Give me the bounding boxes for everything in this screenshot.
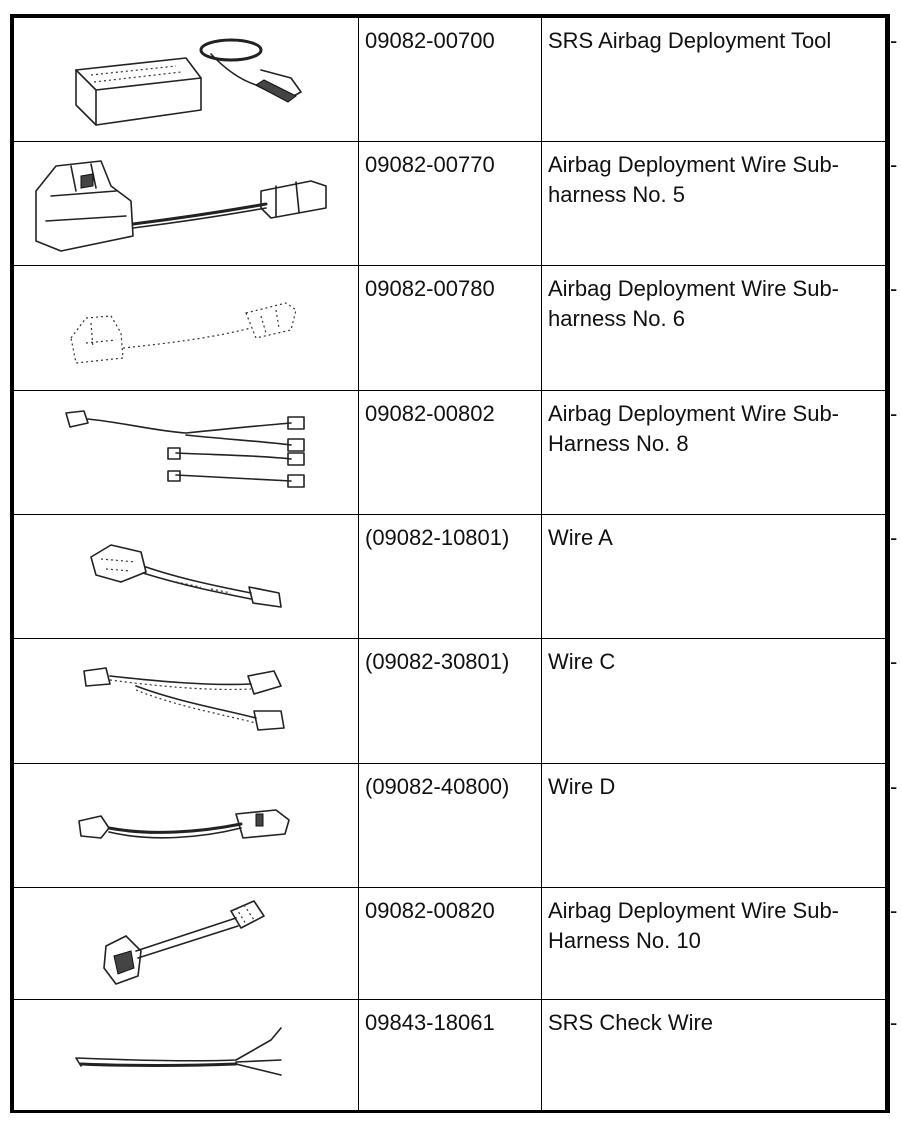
image-cell	[14, 515, 359, 639]
part-number: 09082-00770	[359, 142, 542, 266]
part-number: (09082-10801)	[359, 515, 542, 639]
remark: -	[886, 1000, 887, 1111]
image-cell	[14, 142, 359, 266]
image-cell	[14, 888, 359, 1000]
part-number: 09082-00780	[359, 266, 542, 391]
table-row	[14, 266, 887, 391]
image-cell	[14, 1000, 359, 1111]
part-number: 09082-00700	[359, 18, 542, 142]
image-cell	[14, 764, 359, 888]
remark: -	[886, 515, 887, 639]
part-name: Airbag Deployment Wire Sub-Harness No. 8	[542, 391, 886, 515]
check-wire-illustration	[66, 1020, 306, 1090]
part-name: Airbag Deployment Wire Sub-harness No. 5	[542, 142, 886, 266]
image-cell	[14, 391, 359, 515]
part-number: (09082-30801)	[359, 639, 542, 764]
part-number: 09082-00802	[359, 391, 542, 515]
part-name: Wire A	[542, 515, 886, 639]
part-name: SRS Check Wire	[542, 1000, 886, 1111]
table-row	[14, 764, 887, 888]
remark: -	[886, 18, 887, 142]
table-row	[14, 639, 887, 764]
table-row	[14, 142, 887, 266]
part-name: SRS Airbag Deployment Tool	[542, 18, 886, 142]
sub-harness-6-illustration	[61, 288, 311, 368]
remark: -	[886, 391, 887, 515]
part-number: 09082-00820	[359, 888, 542, 1000]
remark: -	[886, 266, 887, 391]
remark: -	[886, 142, 887, 266]
image-cell	[14, 639, 359, 764]
remark: -	[886, 888, 887, 1000]
table-row	[14, 1000, 887, 1111]
table-row	[14, 18, 887, 142]
image-cell	[14, 18, 359, 142]
part-number: 09843-18061	[359, 1000, 542, 1111]
table-row	[14, 515, 887, 639]
sub-harness-10-illustration	[86, 896, 286, 991]
part-name: Airbag Deployment Wire Sub-Harness No. 10	[542, 888, 886, 1000]
sub-harness-5-illustration	[21, 146, 351, 261]
sub-harness-8-illustration	[56, 403, 316, 503]
part-number: (09082-40800)	[359, 764, 542, 888]
remark: -	[886, 764, 887, 888]
image-cell	[14, 266, 359, 391]
table-row	[14, 391, 887, 515]
part-name: Wire D	[542, 764, 886, 888]
part-name: Airbag Deployment Wire Sub-harness No. 6	[542, 266, 886, 391]
wire-c-illustration	[76, 656, 296, 746]
table-row	[14, 888, 887, 1000]
tool-table-frame	[10, 14, 898, 1113]
tool-table	[13, 17, 898, 1111]
wire-d-illustration	[71, 796, 301, 856]
deployment-tool-illustration	[56, 30, 316, 130]
remark: -	[886, 639, 887, 764]
part-name: Wire C	[542, 639, 886, 764]
wire-a-illustration	[81, 537, 291, 617]
